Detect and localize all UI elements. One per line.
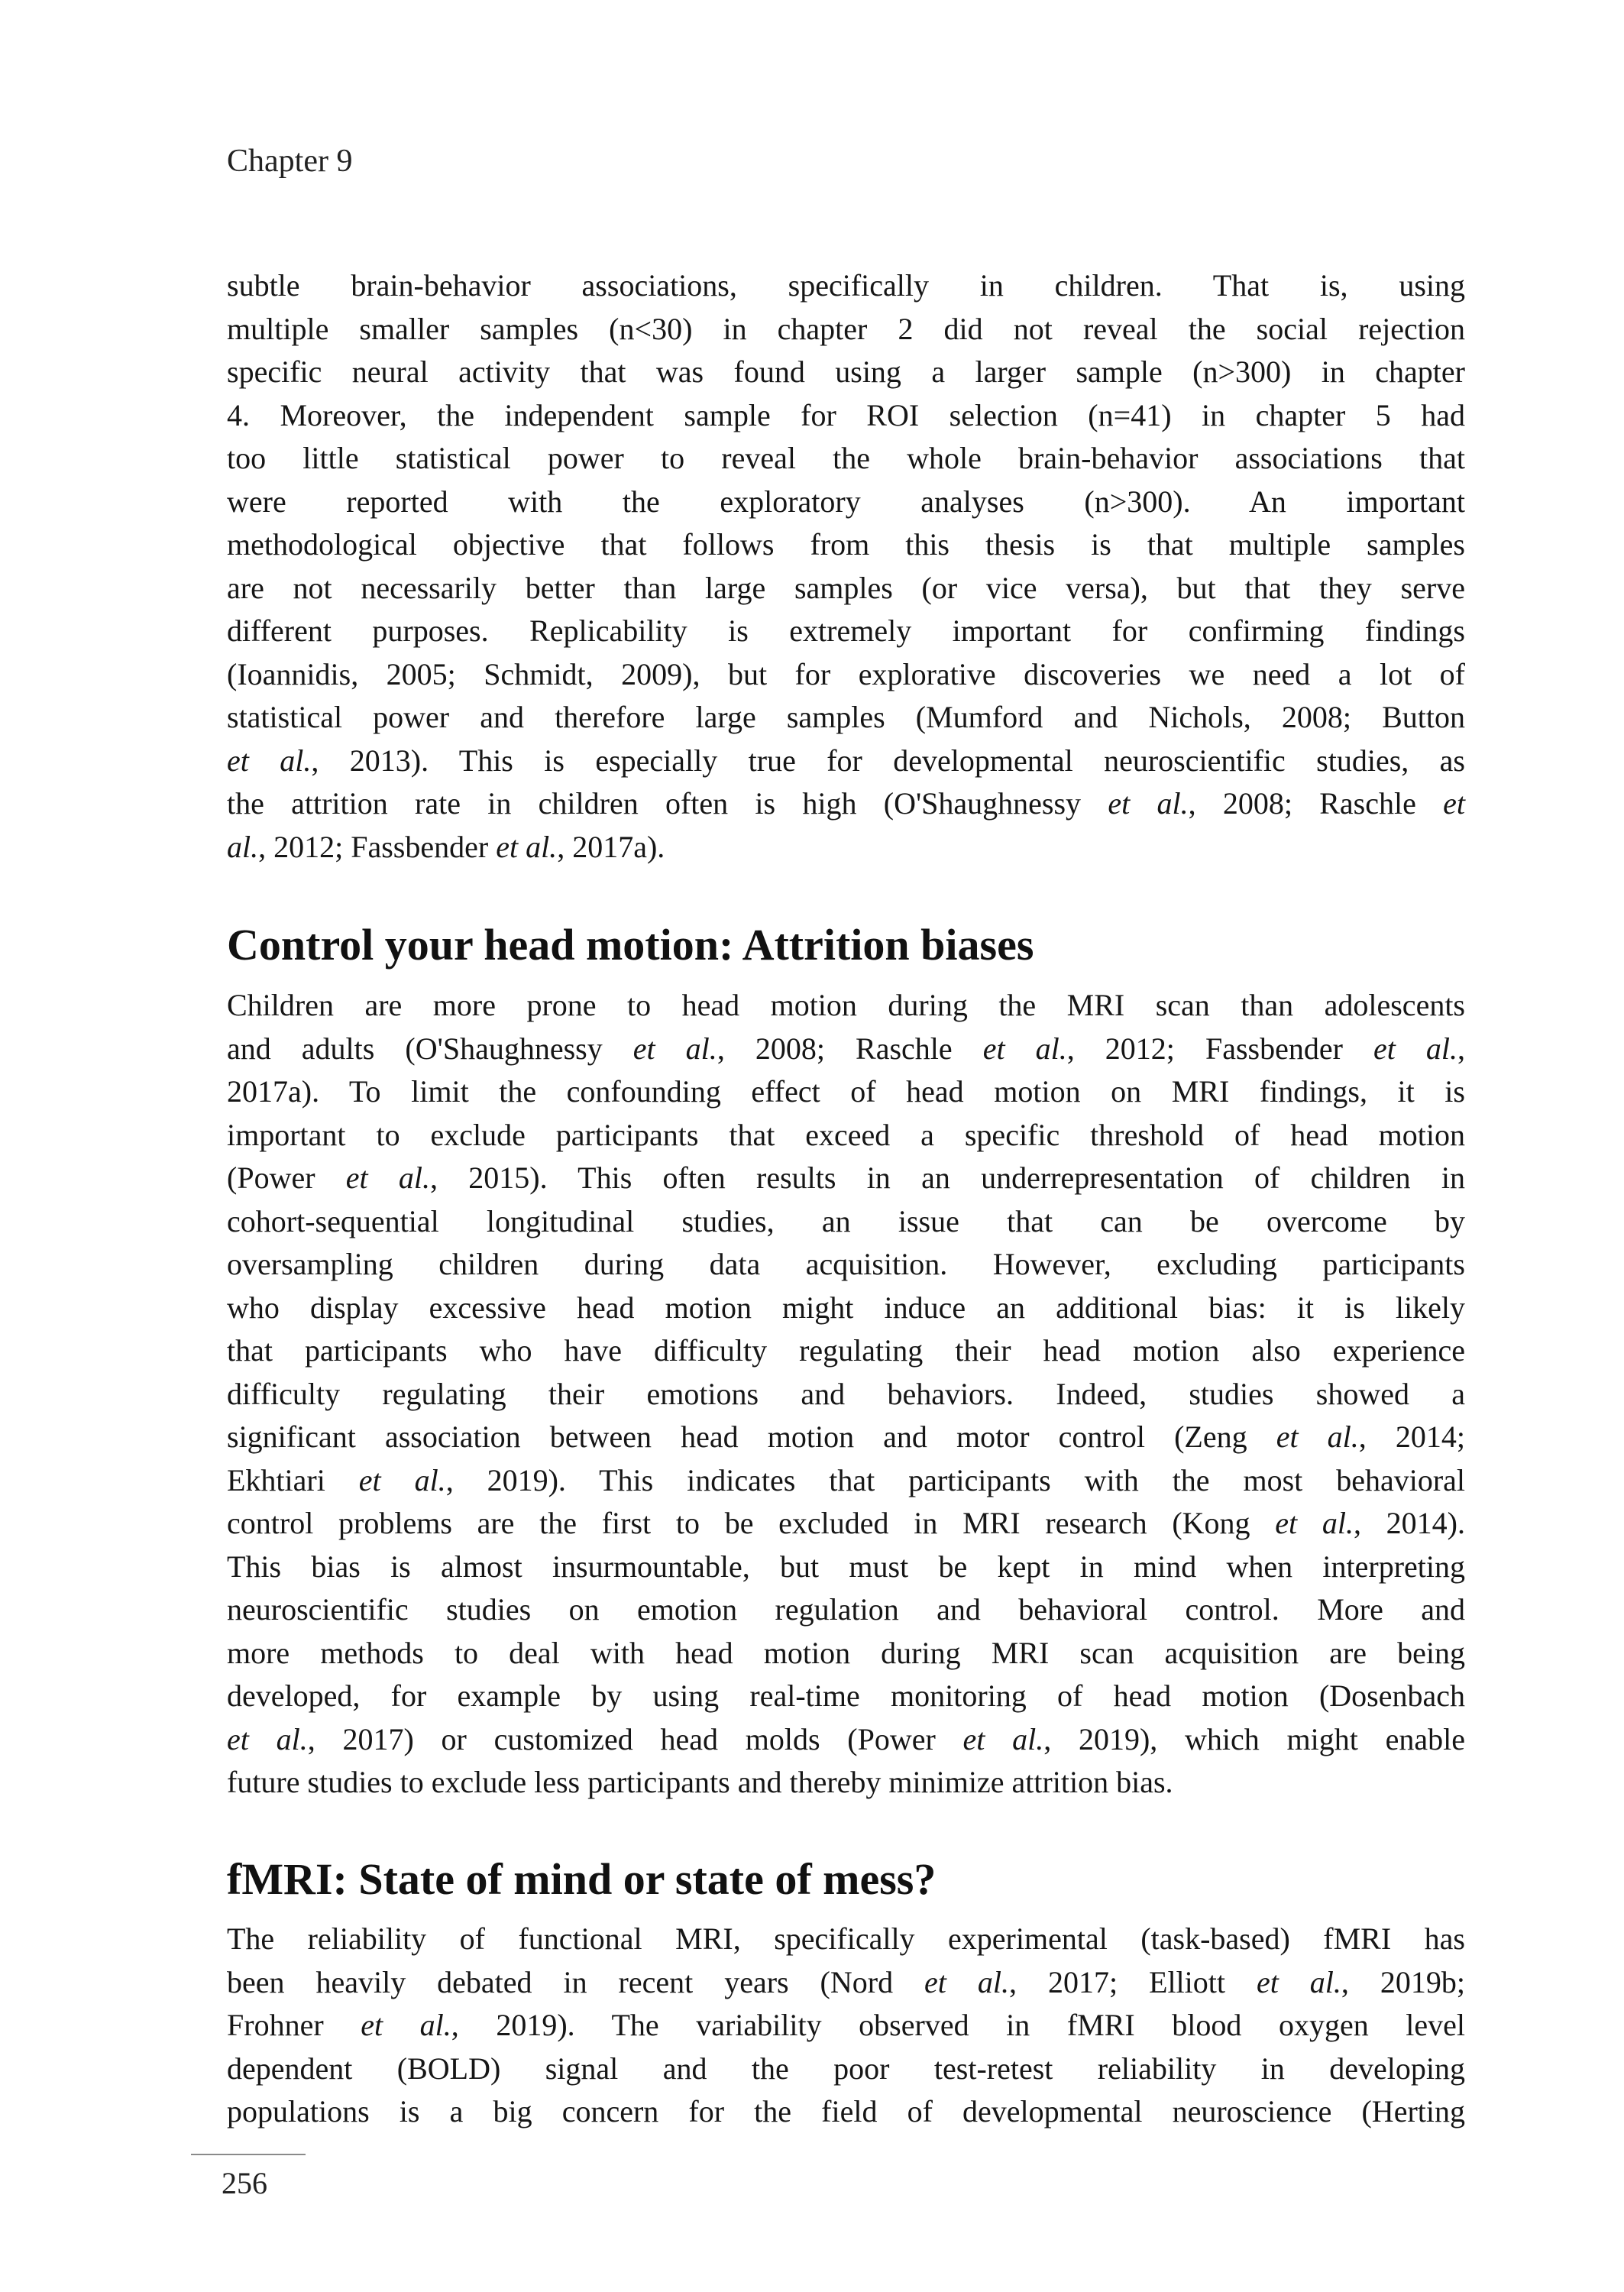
text-line: neuroscientific studies on emotion regulation and behavioral control. More and bbox=[227, 1592, 1465, 1627]
et-al-italic: et al. bbox=[496, 829, 558, 864]
text-line: Ekhtiari et al., 2019). This indicates that participants with the most behavioral bbox=[227, 1462, 1466, 1497]
et-al-italic: et al. bbox=[1275, 1506, 1354, 1540]
text-line: et al., 2017) or customized head molds (Power et al., 2019), which might enable bbox=[227, 1721, 1465, 1756]
et-al-italic: et bbox=[1443, 786, 1465, 821]
et-al-italic: et al. bbox=[982, 1031, 1067, 1066]
text-line: important to exclude participants that exceed a specific threshold of head motion bbox=[227, 1117, 1465, 1152]
text-line: are not necessarily better than large samples (or vice versa), but that they serve bbox=[227, 570, 1465, 605]
paragraph-head-motion bbox=[227, 984, 1465, 1805]
et-al-italic: et al. bbox=[361, 2008, 451, 2042]
text-line: subtle brain-behavior associations, specifically in children. That is, using bbox=[227, 268, 1465, 303]
text-line: that participants who have difficulty regulating their head motion also experience bbox=[227, 1333, 1465, 1368]
text-line: and adults (O'Shaughnessy et al., 2008; Raschle et al., 2012; Fassbender et al., bbox=[227, 1031, 1466, 1066]
et-al-italic: et al. bbox=[358, 1462, 446, 1497]
text-line: more methods to deal with head motion during MRI scan acquisition are being bbox=[227, 1635, 1465, 1670]
text-line: too little statistical power to reveal the whole brain-behavior associations that bbox=[227, 441, 1465, 475]
text-line: were reported with the exploratory analyses (n>300). An important bbox=[227, 484, 1465, 519]
text-line: oversampling children during data acquisition. However, excluding participants bbox=[227, 1247, 1465, 1281]
text-line: who display excessive head motion might induce an additional bias: it is likely bbox=[227, 1290, 1465, 1325]
text-line: specific neural activity that was found using a larger sample (n>300) in chapter bbox=[227, 354, 1465, 389]
text-line: et al., 2013). This is especially true for developmental neuroscientific studies, as bbox=[227, 743, 1465, 778]
paragraph-intro bbox=[227, 264, 1465, 869]
text-line: multiple smaller samples (n<30) in chapter 2 did not reveal the social rejection bbox=[227, 311, 1465, 346]
paragraph-fmri-reliability bbox=[227, 1918, 1465, 2134]
text-line: significant association between head motion and motor control (Zeng et al., 2014; bbox=[227, 1420, 1465, 1454]
text-line: dependent (BOLD) signal and the poor test-retest reliability in developing bbox=[227, 2051, 1465, 2086]
text-line: populations is a big concern for the field of developmental neuroscience (Herting bbox=[227, 2094, 1465, 2129]
et-al-italic: et al. bbox=[227, 743, 312, 778]
text-line: Children are more prone to head motion during the MRI scan than adolescents bbox=[227, 988, 1465, 1022]
text-line: statistical power and therefore large samples (Mumford and Nichols, 2008; Button bbox=[227, 700, 1465, 734]
text-line: The reliability of functional MRI, specifically experimental (task-based) fMRI has bbox=[227, 1921, 1465, 1956]
et-al-italic: et al. bbox=[1373, 1031, 1458, 1066]
text-line: Frohner et al., 2019). The variability observed in fMRI blood oxygen level bbox=[227, 2008, 1465, 2042]
text-line: 4. Moreover, the independent sample for ROI selection (n=41) in chapter 5 had bbox=[227, 397, 1465, 432]
text-line: methodological objective that follows from this thesis is that multiple samples bbox=[227, 527, 1465, 562]
text-line: (Ioannidis, 2005; Schmidt, 2009), but for explorative discoveries we need a lot of bbox=[227, 656, 1465, 691]
et-al-italic: et al. bbox=[227, 1721, 308, 1756]
text-line: the attrition rate in children often is high (O'Shaughnessy et al., 2008; Raschle et bbox=[227, 786, 1465, 821]
page-number: 256 bbox=[222, 2166, 267, 2200]
text-line: been heavily debated in recent years (Nord et al., 2017; Elliott et al., 2019b; bbox=[227, 1964, 1465, 1999]
et-al-italic: al. bbox=[227, 829, 259, 864]
text-line: developed, for example by using real-time monitoring of head motion (Dosenbach bbox=[227, 1679, 1465, 1713]
et-al-italic: et al. bbox=[345, 1161, 431, 1195]
text-line: different purposes. Replicability is extremely important for confirming findings bbox=[227, 613, 1465, 648]
footer-divider bbox=[191, 2154, 306, 2155]
et-al-italic: et al. bbox=[924, 1964, 1009, 1999]
et-al-italic: et al. bbox=[1256, 1964, 1341, 1999]
et-al-italic: et al. bbox=[1108, 786, 1189, 821]
et-al-italic: et al. bbox=[1276, 1420, 1359, 1454]
text-line: al., 2012; Fassbender et al., 2017a). bbox=[227, 829, 665, 864]
et-al-italic: et al. bbox=[962, 1721, 1044, 1756]
text-line: future studies to exclude less participants and thereby minimize attrition bias. bbox=[227, 1765, 1173, 1799]
et-al-italic: et al. bbox=[632, 1031, 717, 1066]
heading-fmri-state-of-mind: fMRI: State of mind or state of mess? bbox=[227, 1854, 937, 1904]
text-line: 2017a). To limit the confounding effect of head motion on MRI findings, it is bbox=[227, 1074, 1465, 1109]
text-line: difficulty regulating their emotions and behaviors. Indeed, studies showed a bbox=[227, 1376, 1465, 1411]
text-line: This bias is almost insurmountable, but must be kept in mind when interpreting bbox=[227, 1549, 1465, 1584]
text-line: cohort-sequential longitudinal studies, an issue that can be overcome by bbox=[227, 1203, 1465, 1238]
text-line: (Power et al., 2015). This often results in an underrepresentation of children in bbox=[227, 1161, 1466, 1195]
text-line: control problems are the first to be excluded in MRI research (Kong et al., 2014). bbox=[227, 1506, 1465, 1540]
heading-attrition-biases: Control your head motion: Attrition biases bbox=[227, 920, 1034, 970]
running-head-chapter: Chapter 9 bbox=[227, 144, 353, 179]
